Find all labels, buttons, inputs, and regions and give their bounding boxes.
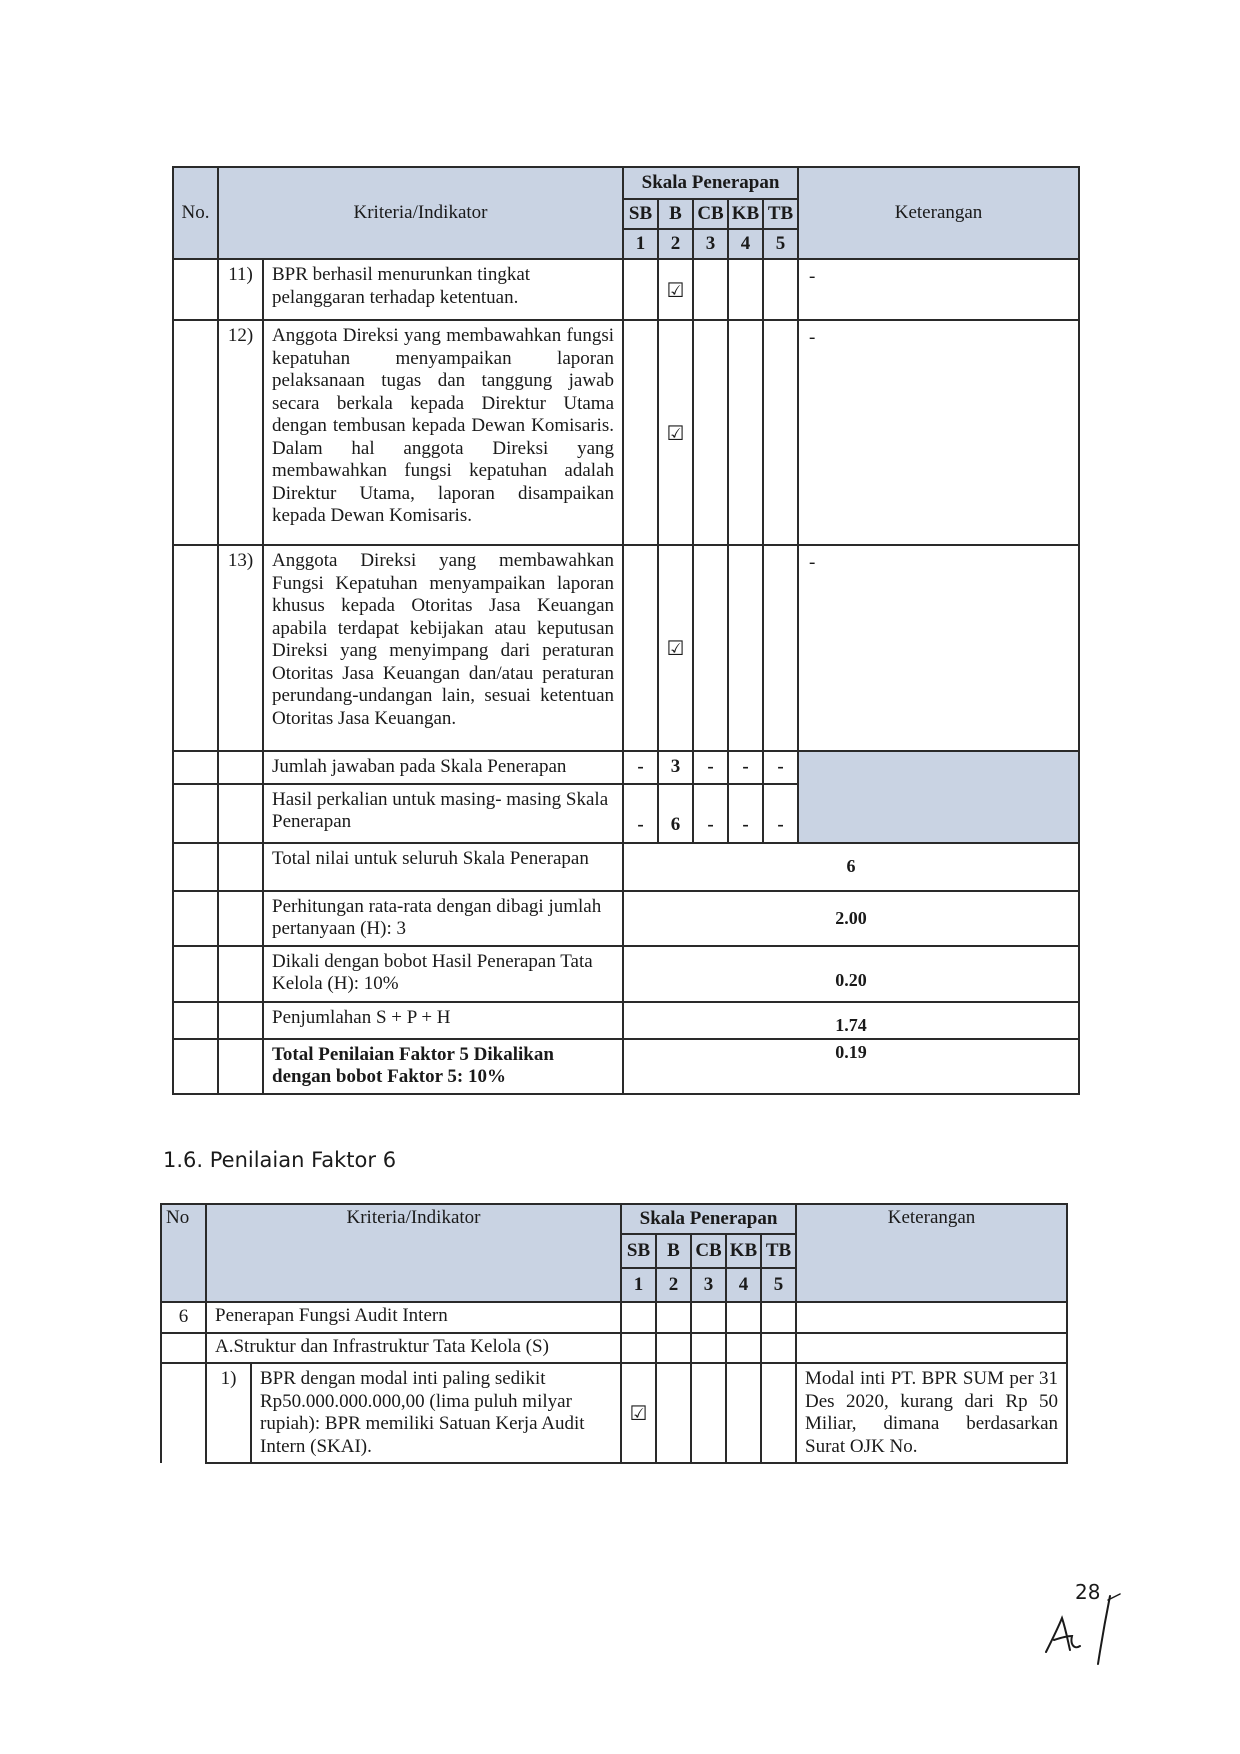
table-row	[161, 1363, 1067, 1463]
hasil-value: -	[763, 784, 798, 843]
scale-cell	[656, 1302, 691, 1333]
empty-cell	[173, 1039, 218, 1094]
page-number: 28	[1075, 1580, 1101, 1604]
hasil-value: 6	[658, 784, 693, 843]
empty-cell	[218, 891, 263, 946]
scale-cell	[693, 320, 728, 545]
empty-cell	[173, 891, 218, 946]
scale-cell	[761, 1363, 796, 1463]
scale-cell	[623, 545, 658, 751]
empty-cell	[173, 784, 218, 843]
header-keterangan: Keterangan	[798, 167, 1079, 259]
scale-cell	[763, 259, 798, 320]
criteria-text: BPR berhasil menurunkan tingkat pelanggaran terhadap ketentuan.	[263, 259, 623, 320]
scale-cell	[726, 1363, 761, 1463]
row-number: 11)	[218, 259, 263, 320]
table-row	[161, 1333, 1067, 1364]
header-num: 3	[691, 1268, 726, 1302]
faktor6-table	[160, 1203, 1068, 1464]
row-number: 13)	[218, 545, 263, 751]
header-code: KB	[726, 1234, 761, 1268]
scale-cell	[693, 259, 728, 320]
scale-cell	[623, 320, 658, 545]
header-code: CB	[691, 1234, 726, 1268]
header-keterangan: Keterangan	[796, 1204, 1067, 1302]
header-code: SB	[623, 199, 658, 229]
keterangan-text: -	[798, 259, 1079, 320]
empty-cell	[173, 1002, 218, 1039]
empty-cell	[218, 1002, 263, 1039]
jumlah-value: -	[728, 751, 763, 784]
scale-cell	[728, 545, 763, 751]
checkbox-checked-icon: ☑	[658, 259, 693, 320]
shaded-cell	[798, 751, 1079, 843]
empty-cell	[173, 320, 218, 545]
criteria-text: Anggota Direksi yang membawahkan fungsi kepatuhan menyampaikan laporan pelaksanaan tugas dan tanggung jawab secara berkala kepada Direktur Utama dengan tembusan kepada Dewan Komisaris. Dalam hal anggota Direksi yang membawahkan fungsi kepatuhan adalah Direktur Utama, laporan disampaikan kepada Dewan Komisaris.	[263, 320, 623, 545]
summary-label: Penjumlahan S + P + H	[263, 1002, 623, 1039]
header-code: CB	[693, 199, 728, 229]
header-skala: Skala Penerapan	[623, 167, 798, 199]
summary-row	[173, 1002, 1079, 1039]
summary-row	[173, 843, 1079, 891]
empty-cell	[173, 946, 218, 1002]
empty-cell	[173, 545, 218, 751]
header-num: 2	[656, 1268, 691, 1302]
header-code: TB	[763, 199, 798, 229]
checkbox-checked-icon: ☑	[658, 320, 693, 545]
header-num: 5	[761, 1268, 796, 1302]
jumlah-value: -	[763, 751, 798, 784]
scale-cell	[761, 1333, 796, 1364]
keterangan-text: Modal inti PT. BPR SUM per 31 Des 2020, kurang dari Rp 50 Miliar, dimana berdasarkan Surat OJK No.	[796, 1363, 1067, 1463]
hasil-value: -	[728, 784, 763, 843]
scale-cell	[693, 545, 728, 751]
empty-cell	[218, 751, 263, 784]
summary-row	[173, 891, 1079, 946]
table-row	[173, 320, 1079, 545]
empty-cell	[218, 946, 263, 1002]
empty-cell	[218, 784, 263, 843]
checkbox-checked-icon: ☑	[658, 545, 693, 751]
empty-cell	[173, 843, 218, 891]
summary-value: 2.00	[623, 891, 1079, 946]
scale-cell	[656, 1363, 691, 1463]
row-number: 12)	[218, 320, 263, 545]
faktor5-table	[172, 166, 1080, 1095]
scale-cell	[621, 1333, 656, 1364]
scale-cell	[763, 320, 798, 545]
header-code: B	[656, 1234, 691, 1268]
empty-cell	[173, 751, 218, 784]
table-row	[173, 259, 1079, 320]
criteria-text: Penerapan Fungsi Audit Intern	[206, 1302, 621, 1333]
summary-value: 1.74	[623, 1002, 1079, 1039]
empty-cell	[173, 259, 218, 320]
hasil-value: -	[693, 784, 728, 843]
header-code: TB	[761, 1234, 796, 1268]
jumlah-label: Jumlah jawaban pada Skala Penerapan	[263, 751, 623, 784]
scale-cell	[726, 1302, 761, 1333]
header-kriteria: Kriteria/Indikator	[218, 167, 623, 259]
jumlah-row	[173, 751, 1079, 784]
header-num: 2	[658, 229, 693, 259]
header-no: No.	[173, 167, 218, 259]
jumlah-value: -	[623, 751, 658, 784]
table-row	[173, 545, 1079, 751]
scale-cell	[763, 545, 798, 751]
empty-cell	[218, 1039, 263, 1094]
summary-label: Perhitungan rata-rata dengan dibagi jumlah pertanyaan (H): 3	[263, 891, 623, 946]
jumlah-value: 3	[658, 751, 693, 784]
header-num: 1	[623, 229, 658, 259]
header-num: 3	[693, 229, 728, 259]
summary-row	[173, 946, 1079, 1002]
scale-cell	[726, 1333, 761, 1364]
header-code: SB	[621, 1234, 656, 1268]
scale-cell	[623, 259, 658, 320]
summary-label: Total Penilaian Faktor 5 Dikalikan dengan bobot Faktor 5: 10%	[263, 1039, 623, 1094]
header-code: B	[658, 199, 693, 229]
signature-icon	[1040, 1590, 1140, 1670]
hasil-label: Hasil perkalian untuk masing- masing Skala Penerapan	[263, 784, 623, 843]
summary-label: Dikali dengan bobot Hasil Penerapan Tata Kelola (H): 10%	[263, 946, 623, 1002]
header-num: 4	[728, 229, 763, 259]
section-title: 1.6. Penilaian Faktor 6	[163, 1148, 397, 1172]
scale-cell	[691, 1333, 726, 1364]
empty-cell	[218, 843, 263, 891]
jumlah-value: -	[693, 751, 728, 784]
scale-cell	[656, 1333, 691, 1364]
summary-value: 0.19	[623, 1039, 1079, 1094]
criteria-text: Anggota Direksi yang membawahkan Fungsi Kepatuhan menyampaikan laporan khusus kepada Otoritas Jasa Keuangan apabila terdapat kebijakan atau keputusan Direksi yang menyimpang dari peraturan Otoritas Jasa Keuangan dan/atau peraturan perundang-undangan lain, sesuai ketentuan Otoritas Jasa Keuangan.	[263, 545, 623, 751]
header-num: 4	[726, 1268, 761, 1302]
scale-cell	[621, 1302, 656, 1333]
criteria-text: BPR dengan modal inti paling sedikit Rp50.000.000.000,00 (lima puluh milyar rupiah): BPR memiliki Satuan Kerja Audit Intern (SKAI).	[251, 1363, 621, 1463]
header-code: KB	[728, 199, 763, 229]
scale-cell	[728, 259, 763, 320]
keterangan-text: -	[798, 545, 1079, 751]
criteria-text: A.Struktur dan Infrastruktur Tata Kelola (S)	[206, 1333, 621, 1364]
keterangan-text: -	[798, 320, 1079, 545]
summary-value: 0.20	[623, 946, 1079, 1002]
summary-row	[173, 1039, 1079, 1094]
header-no: No	[161, 1204, 206, 1302]
scale-cell	[761, 1302, 796, 1333]
header-skala: Skala Penerapan	[621, 1204, 796, 1234]
hasil-value: -	[623, 784, 658, 843]
header-num: 1	[621, 1268, 656, 1302]
checkbox-checked-icon: ☑	[621, 1363, 656, 1463]
summary-value: 6	[623, 843, 1079, 891]
scale-cell	[728, 320, 763, 545]
scale-cell	[691, 1302, 726, 1333]
table-row	[161, 1302, 1067, 1333]
row-number: 1)	[206, 1363, 251, 1463]
scale-cell	[691, 1363, 726, 1463]
summary-label: Total nilai untuk seluruh Skala Penerapan	[263, 843, 623, 891]
row-number: 6	[161, 1302, 206, 1333]
header-num: 5	[763, 229, 798, 259]
empty-cell	[161, 1363, 206, 1463]
keterangan-cell	[796, 1302, 1067, 1333]
empty-cell	[161, 1333, 206, 1364]
keterangan-cell	[796, 1333, 1067, 1364]
header-kriteria: Kriteria/Indikator	[206, 1204, 621, 1302]
